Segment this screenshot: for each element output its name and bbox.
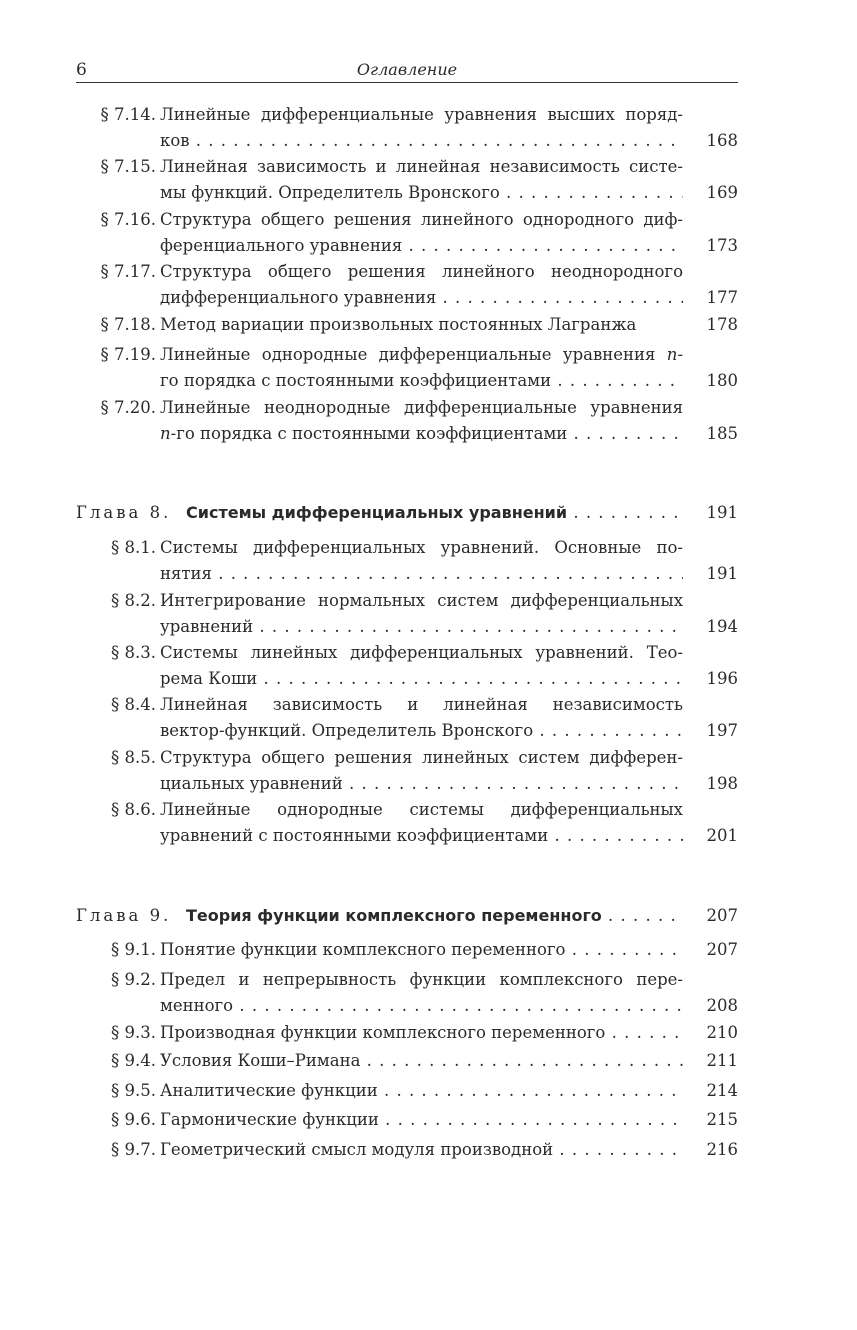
entry-line: Аналитические функции . . . xyxy=(160,1078,683,1104)
entry-line: Линейные однородные системы дифференциальных xyxy=(160,800,683,819)
entry-line: Структура общего решения линейных систем дифферен- xyxy=(160,748,683,767)
entry-line: менного . . . xyxy=(160,993,683,1019)
entry-line: рема Коши . . . xyxy=(160,666,683,692)
page-ref: 194 xyxy=(706,617,738,636)
page-ref: 211 xyxy=(706,1051,738,1070)
section-number: § 9.1. xyxy=(111,940,156,959)
entry-line xyxy=(160,421,683,447)
entry-line: циальных уравнений . . . xyxy=(160,771,683,797)
running-title: Оглавление xyxy=(356,60,458,79)
page-ref: 198 xyxy=(706,774,738,793)
section-number: § 8.2. xyxy=(111,591,156,610)
section-number: § 9.5. xyxy=(111,1081,156,1100)
entry-line: уравнений с постоянными коэффициентами . . . xyxy=(160,823,683,849)
entry-line: Системы дифференциальных уравнений. Основные по- xyxy=(160,538,683,557)
chapter-label: Глава 8. xyxy=(76,503,172,522)
page-ref: 196 xyxy=(706,669,738,688)
entry-line: Структура общего решения линейного неоднородного xyxy=(160,262,683,281)
section-number: § 8.5. xyxy=(111,748,156,767)
entry-line: Понятие функции комплексного переменного . . . xyxy=(160,937,683,963)
section-number: § 8.3. xyxy=(111,643,156,662)
section-number: § 7.15. xyxy=(100,157,156,176)
entry-line: Гармонические функции . . . xyxy=(160,1107,683,1133)
page-ref: 191 xyxy=(706,503,738,522)
page-number: 6 xyxy=(76,60,87,80)
section-number: § 9.3. xyxy=(111,1023,156,1042)
page-ref: 214 xyxy=(706,1081,738,1100)
entry-line: Линейные дифференциальные уравнения высших поряд- xyxy=(160,105,683,124)
entry-line: Предел и непрерывность функции комплексного пере- xyxy=(160,970,683,989)
section-number: § 7.20. xyxy=(100,398,156,417)
page-ref: 173 xyxy=(706,236,738,255)
entry-line: Линейные неоднородные дифференциальные уравнения xyxy=(160,398,683,417)
page-ref: 207 xyxy=(706,906,738,925)
entry-line: Структура общего решения линейного однородного диф- xyxy=(160,210,683,229)
page-ref: 197 xyxy=(706,721,738,740)
entry-line: нятия . . . xyxy=(160,561,683,587)
page-ref: 177 xyxy=(706,288,738,307)
page-ref: 207 xyxy=(706,940,738,959)
page-ref: 216 xyxy=(706,1140,738,1159)
entry-line: Линейные однородные дифференциальные уравнения n- xyxy=(160,345,683,364)
entry-line: Системы линейных дифференциальных уравнений. Тео- xyxy=(160,643,683,662)
entry-line: го порядка с постоянными коэффициентами . . . xyxy=(160,368,683,394)
n-symbol: n xyxy=(160,424,171,443)
section-number: § 7.18. xyxy=(100,315,156,334)
entry-text: Линейные однородные дифференциальные уравнения xyxy=(160,345,656,364)
section-number: § 7.14. xyxy=(100,105,156,124)
section-number: § 8.4. xyxy=(111,695,156,714)
page-ref: 185 xyxy=(706,424,738,443)
chapter-title: Системы дифференциальных уравнений xyxy=(186,503,568,522)
entry-line: Условия Коши–Римана . . . xyxy=(160,1048,683,1074)
section-number: § 7.19. xyxy=(100,345,156,364)
page-ref: 168 xyxy=(706,131,738,150)
entry-line: уравнений . . . xyxy=(160,614,683,640)
entry-line: Метод вариации произвольных постоянных Лагранжа xyxy=(160,315,637,334)
page-ref: 201 xyxy=(706,826,738,845)
page-ref: 169 xyxy=(706,183,738,202)
page-ref: 210 xyxy=(706,1023,738,1042)
page-header xyxy=(76,58,738,83)
section-number: § 8.1. xyxy=(111,538,156,557)
n-symbol: n xyxy=(666,345,678,364)
page-ref: 191 xyxy=(706,564,738,583)
page-ref: 180 xyxy=(706,371,738,390)
chapter-title: Теория функции комплексного переменного xyxy=(186,906,602,925)
section-number: § 9.4. xyxy=(111,1051,156,1070)
chapter-label: Глава 9. xyxy=(76,906,172,925)
section-number: § 9.7. xyxy=(111,1140,156,1159)
page-ref: 208 xyxy=(706,996,738,1015)
page-ref: 215 xyxy=(706,1110,738,1129)
entry-line: Линейная зависимость и линейная независимость систе- xyxy=(160,157,683,176)
entry-line: ков . . . xyxy=(160,128,683,154)
entry-line: Линейная зависимость и линейная независимость xyxy=(160,695,683,714)
entry-line: Производная функции комплексного переменного . . . xyxy=(160,1020,683,1046)
section-number: § 7.17. xyxy=(100,262,156,281)
section-number: § 7.16. xyxy=(100,210,156,229)
entry-line: вектор-функций. Определитель Вронского . . . xyxy=(160,718,683,744)
section-number: § 9.6. xyxy=(111,1110,156,1129)
entry-line: Интегрирование нормальных систем дифференциальных xyxy=(160,591,683,610)
entry-line: дифференциального уравнения . . . xyxy=(160,285,683,311)
section-number: § 8.6. xyxy=(111,800,156,819)
entry-line: мы функций. Определитель Вронского . . . xyxy=(160,180,683,206)
entry-text: -го порядка с постоянными коэффициентами xyxy=(170,424,568,443)
page-ref: 178 xyxy=(706,315,738,334)
entry-line: Геометрический смысл модуля производной . . . xyxy=(160,1137,683,1163)
section-number: § 9.2. xyxy=(111,970,156,989)
entry-line: ференциального уравнения . . . xyxy=(160,233,683,259)
